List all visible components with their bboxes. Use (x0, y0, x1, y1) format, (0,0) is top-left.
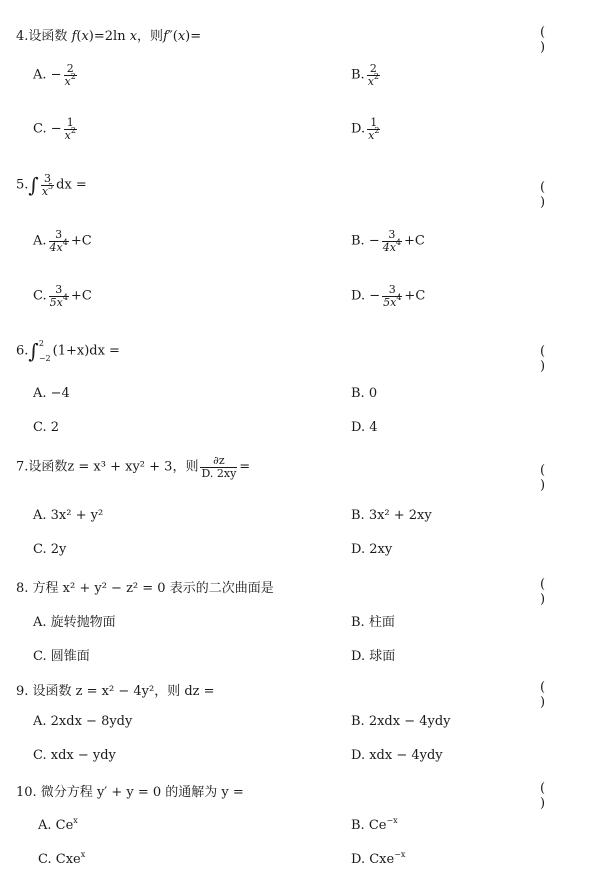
q8-option-c[interactable]: C. 圆锥面 (33, 649, 90, 664)
answer-paren: ( ) (540, 680, 568, 710)
q4-option-a[interactable]: A. − $\frac{2}{x^2}$ (33, 62, 76, 88)
question-9: 9. 设函数 z = x² − 4y²，则 dz = (16, 684, 215, 699)
q5-option-d[interactable]: D. − $\frac{3}{5x^4}$ +C (351, 283, 426, 309)
answer-paren: ( ) (540, 781, 568, 811)
q8-option-b[interactable]: B. 柱面 (351, 615, 395, 630)
q7-option-a[interactable]: A. 3x² + y² (33, 508, 104, 523)
q5-option-b[interactable]: B. − $\frac{3}{4x^4}$ +C (351, 228, 425, 254)
q5-option-c[interactable]: C. $\frac{3}{5x^4}$ +C (33, 283, 92, 309)
q10-option-d[interactable]: D. Cxe$^{-x}$ (351, 850, 406, 867)
q6-option-b[interactable]: B. 0 (351, 386, 378, 401)
question-5: 5.∫ $\frac{3}{x^5}$ dx = (16, 172, 87, 198)
question-4: 4.设函数 f(x)=2ln x，则f″(x)= (16, 29, 202, 44)
question-10: 10. 微分方程 y′ + y = 0 的通解为 y = (16, 785, 244, 800)
q6-option-c[interactable]: C. 2 (33, 420, 60, 435)
question-6: 6.∫ 2 −2 (1+x)dx = (16, 339, 120, 364)
answer-paren: ( ) (540, 463, 568, 493)
q8-option-d[interactable]: D. 球面 (351, 649, 396, 664)
q6-option-d[interactable]: D. 4 (351, 420, 378, 435)
answer-paren: ( ) (540, 577, 568, 607)
q7-option-c[interactable]: C. 2y (33, 542, 67, 557)
answer-paren: ( ) (540, 180, 568, 210)
q9-option-c[interactable]: C. xdx − ydy (33, 748, 116, 763)
q7-option-d[interactable]: D. 2xy (351, 542, 393, 557)
question-7: 7.设函数z = x³ + xy² + 3，则 $\frac{\partial z}{D. 2xy}$ = (16, 454, 251, 480)
q9-option-d[interactable]: D. xdx − 4ydy (351, 748, 443, 763)
q9-option-b[interactable]: B. 2xdx − 4ydy (351, 714, 451, 729)
answer-paren: ( ) (540, 25, 568, 55)
question-8: 8. 方程 x² + y² − z² = 0 表示的二次曲面是 (16, 581, 274, 596)
q4-option-b[interactable]: B. $\frac{2}{x^2}$ (351, 62, 379, 88)
answer-paren: ( ) (540, 344, 568, 374)
q6-option-a[interactable]: A. −4 (33, 386, 70, 401)
q5-option-a[interactable]: A. $\frac{3}{4x^4}$ +C (33, 228, 92, 254)
q7-option-b[interactable]: B. 3x² + 2xy (351, 508, 432, 523)
q10-option-c[interactable]: C. Cxe$^x$ (38, 850, 86, 867)
q4-option-d[interactable]: D. $\frac{1}{x^2}$ (351, 116, 380, 142)
q8-option-a[interactable]: A. 旋转抛物面 (33, 615, 116, 630)
q4-option-c[interactable]: C. − $\frac{1}{x^2}$ (33, 116, 76, 142)
q10-option-a[interactable]: A. Ce$^x$ (38, 816, 78, 833)
q9-option-a[interactable]: A. 2xdx − 8ydy (33, 714, 133, 729)
q10-option-b[interactable]: B. $Ce^{-x}$ (351, 816, 398, 833)
